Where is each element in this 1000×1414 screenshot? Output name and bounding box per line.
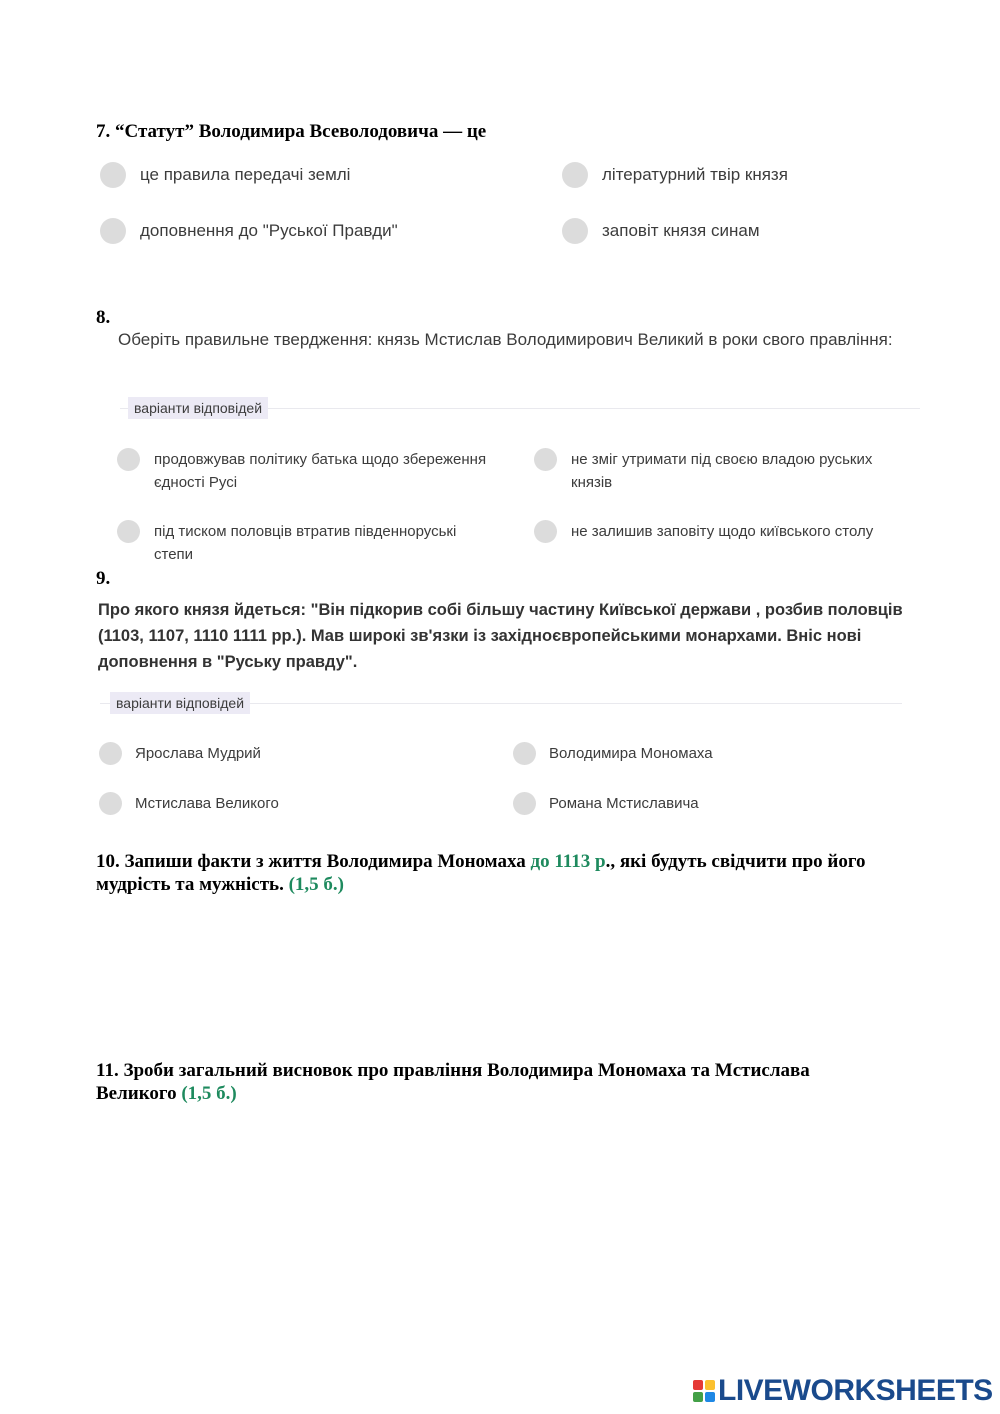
option-label: під тиском половців втратив південноруські степи	[154, 523, 457, 563]
variants-label: варіанти відповідей	[110, 692, 250, 714]
option-label: Володимира Мономаха	[549, 745, 713, 762]
option-label: Романа Мстиславича	[549, 795, 699, 812]
question-7-title: 7. “Статут” Володимира Всеволодовича — це	[96, 121, 487, 142]
q11-text: 11. Зроби загальний висновок про правління Володимира Мономаха та Мстислава Великого	[96, 1060, 810, 1104]
variants-label: варіанти відповідей	[128, 397, 268, 419]
radio-button[interactable]	[117, 520, 140, 543]
question-10-text	[96, 850, 896, 896]
question-8-number: 8.	[96, 307, 111, 328]
q7-option-1[interactable]	[100, 162, 350, 188]
liveworksheets-logo-icon	[693, 1380, 715, 1402]
radio-button[interactable]	[117, 448, 140, 471]
logo-text: LIVEWORKSHEETS	[718, 1374, 993, 1407]
q8-option-3[interactable]	[117, 520, 517, 566]
radio-button[interactable]	[99, 792, 122, 815]
option-label: доповнення до "Руської Правди"	[140, 221, 398, 240]
q10-points: (1,5 б.)	[288, 874, 344, 895]
logo-square	[693, 1380, 703, 1390]
q9-option-1[interactable]	[99, 742, 261, 765]
liveworksheets-logo	[693, 1374, 993, 1408]
option-label: це правила передачі землі	[140, 165, 351, 184]
q10-prefix: 10. Запиши факти з життя Володимира Мономаха	[96, 851, 531, 872]
q10-date-highlight: до 1113 р	[530, 851, 606, 872]
radio-button[interactable]	[534, 448, 557, 471]
radio-button[interactable]	[562, 218, 588, 244]
q7-option-3[interactable]	[100, 218, 398, 244]
q8-option-2[interactable]	[534, 448, 914, 494]
option-label: Ярослава Мудрий	[135, 745, 261, 762]
q9-variants-header	[100, 692, 902, 714]
radio-button[interactable]	[513, 792, 536, 815]
radio-button[interactable]	[99, 742, 122, 765]
radio-button[interactable]	[100, 218, 126, 244]
q9-option-3[interactable]	[99, 792, 279, 815]
radio-button[interactable]	[562, 162, 588, 188]
q10-suffix: ., які будуть свідчити про його мудрість та мужність.	[96, 851, 866, 895]
question-9-number: 9.	[96, 568, 111, 589]
question-11-text	[96, 1059, 886, 1105]
option-label: Мстислава Великого	[135, 795, 279, 812]
option-label: не залишив заповіту щодо київського столу	[571, 523, 874, 540]
q8-option-1[interactable]	[117, 448, 517, 494]
q9-option-2[interactable]	[513, 742, 713, 765]
option-label: не зміг утримати під своєю владою руських князів	[571, 451, 873, 491]
option-label: літературний твір князя	[602, 165, 788, 184]
option-label: продовжував політику батька щодо збереження єдності Русі	[154, 451, 487, 491]
q10-answer-area[interactable]	[96, 905, 896, 1035]
question-8-text: Оберіть правильне твердження: князь Мстислав Володимирович Великий в роки свого правління:	[118, 330, 893, 349]
question-9-text: Про якого князя йдеться: "Він підкорив собі більшу частину Київської держави , розбив половців (1103, 1107, 1110 1111 рр.). Мав широкі зв'язки із західноєвропейськими монархами. Вніс нові доповнення в "Руську правду".	[98, 601, 903, 671]
radio-button[interactable]	[513, 742, 536, 765]
q8-option-4[interactable]	[534, 520, 914, 543]
logo-square	[693, 1392, 703, 1402]
logo-square	[705, 1392, 715, 1402]
option-label: заповіт князя синам	[602, 221, 760, 240]
logo-square	[705, 1380, 715, 1390]
q8-variants-header	[120, 397, 920, 419]
q7-option-4[interactable]	[562, 218, 760, 244]
q11-points: (1,5 б.)	[181, 1083, 237, 1104]
radio-button[interactable]	[534, 520, 557, 543]
q9-option-4[interactable]	[513, 792, 699, 815]
q7-option-2[interactable]	[562, 162, 788, 188]
radio-button[interactable]	[100, 162, 126, 188]
q11-answer-area[interactable]	[96, 1115, 896, 1335]
